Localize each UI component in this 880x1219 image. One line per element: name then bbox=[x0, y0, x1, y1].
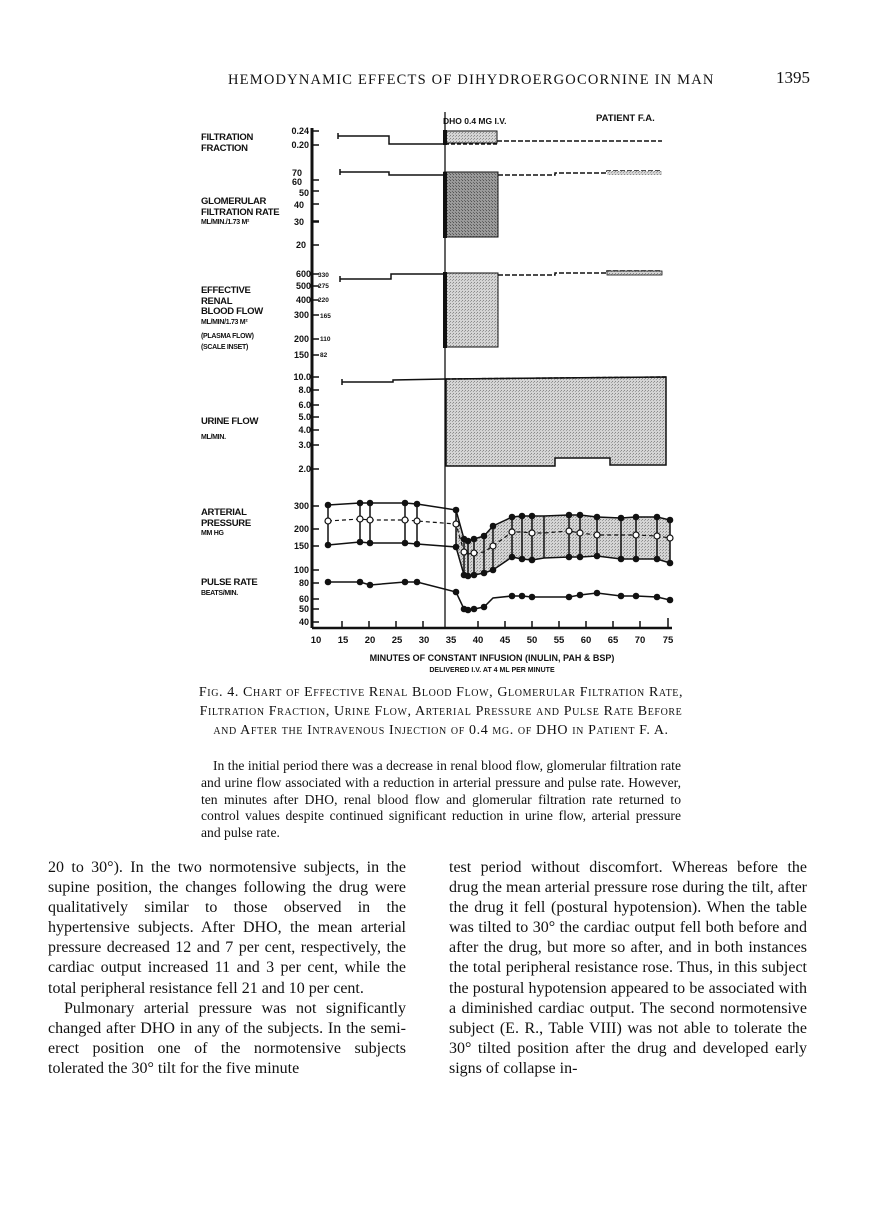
erbf-label: EFFECTIVE RENAL BLOOD FLOW ML/MIN/1.73 M² (PLASMA FLOW) (SCALE INSET) bbox=[201, 285, 263, 351]
svg-text:600: 600 bbox=[295, 269, 311, 279]
arterial-label: ARTERIAL PRESSURE MM HG bbox=[201, 507, 251, 537]
svg-text:40: 40 bbox=[472, 635, 484, 646]
svg-text:110: 110 bbox=[320, 336, 331, 343]
svg-text:330: 330 bbox=[318, 272, 329, 279]
svg-text:PATIENT F.A.: PATIENT F.A. bbox=[596, 113, 655, 124]
svg-text:500: 500 bbox=[295, 281, 311, 291]
svg-text:55: 55 bbox=[553, 635, 565, 646]
svg-text:5.0: 5.0 bbox=[298, 412, 311, 422]
svg-text:65: 65 bbox=[607, 635, 619, 646]
svg-text:0.20: 0.20 bbox=[291, 140, 309, 150]
svg-text:60: 60 bbox=[298, 594, 309, 604]
svg-text:150: 150 bbox=[293, 541, 309, 551]
svg-text:MINUTES OF CONSTANT INFUSION (: MINUTES OF CONSTANT INFUSION (INULIN, PAH & BSP) bbox=[369, 653, 615, 663]
svg-text:DELIVERED I.V. AT 4 ML PER MIN: DELIVERED I.V. AT 4 ML PER MINUTE bbox=[429, 667, 555, 674]
svg-text:60: 60 bbox=[291, 177, 302, 187]
svg-text:275: 275 bbox=[318, 283, 329, 290]
page-number: 1395 bbox=[776, 68, 810, 87]
svg-text:165: 165 bbox=[320, 313, 331, 320]
svg-text:45: 45 bbox=[499, 635, 511, 646]
svg-text:40: 40 bbox=[298, 617, 309, 627]
svg-text:400: 400 bbox=[295, 295, 311, 305]
svg-text:50: 50 bbox=[298, 188, 309, 198]
svg-text:300: 300 bbox=[293, 310, 309, 320]
svg-text:6.0: 6.0 bbox=[298, 400, 311, 410]
svg-text:50: 50 bbox=[298, 604, 309, 614]
svg-text:4.0: 4.0 bbox=[298, 425, 311, 435]
svg-text:0.24: 0.24 bbox=[291, 126, 309, 136]
svg-text:70: 70 bbox=[634, 635, 646, 646]
ff-label: FILTRATION FRACTION bbox=[201, 132, 254, 154]
urine-label: URINE FLOW ML/MIN. bbox=[201, 416, 259, 441]
svg-text:20: 20 bbox=[364, 635, 376, 646]
svg-text:40: 40 bbox=[293, 200, 304, 210]
svg-text:50: 50 bbox=[526, 635, 538, 646]
pulse-label: PULSE RATE BEATS/MIN. bbox=[201, 577, 258, 597]
figure-caption: Fig. 4. Chart of Effective Renal Blood Flow, Glomerular Filtration Rate, Filtration Fraction, Urine Flow, Arterial Pressure and Pulse Rate Before and After the Intravenous Injection of 0.4 mg. of DHO in Patient F. A. bbox=[198, 685, 684, 738]
svg-text:150: 150 bbox=[293, 350, 309, 360]
running-head: HEMODYNAMIC EFFECTS OF DIHYDROERGOCORNINE IN MAN bbox=[228, 72, 715, 88]
paragraph: 20 to 30°). In the two normotensive subjects, in the supine position, the changes following the drug were qualitatively similar to those observed in the hypertensive subjects. After DHO, the mean arterial pressure decreased 12 and 7 per cent, respectively, the cardiac output increased 11 and 3 per cent, while the total peripheral resistance fell 21 and 10 per cent. bbox=[48, 859, 406, 997]
svg-text:10: 10 bbox=[310, 635, 322, 646]
svg-text:82: 82 bbox=[320, 352, 328, 359]
svg-text:100: 100 bbox=[293, 565, 309, 575]
svg-text:200: 200 bbox=[293, 524, 309, 534]
svg-text:20: 20 bbox=[295, 240, 306, 250]
svg-text:80: 80 bbox=[298, 578, 309, 588]
svg-text:220: 220 bbox=[318, 297, 329, 304]
body-column-left bbox=[48, 858, 406, 1079]
svg-text:25: 25 bbox=[391, 635, 403, 646]
svg-text:30: 30 bbox=[418, 635, 430, 646]
svg-text:DHO 0.4 MG I.V.: DHO 0.4 MG I.V. bbox=[443, 116, 507, 126]
svg-text:200: 200 bbox=[293, 334, 309, 344]
svg-text:75: 75 bbox=[662, 635, 674, 646]
paragraph: Pulmonary arterial pressure was not significantly changed after DHO in any of the subjects. In the semi-erect position one of the normotensive subjects tolerated the 30° tilt for the five minute bbox=[48, 999, 406, 1077]
svg-text:30: 30 bbox=[293, 217, 304, 227]
svg-text:35: 35 bbox=[445, 635, 457, 646]
svg-text:3.0: 3.0 bbox=[298, 440, 311, 450]
svg-text:2.0: 2.0 bbox=[298, 464, 311, 474]
svg-text:8.0: 8.0 bbox=[298, 385, 311, 395]
figure-legend-text: In the initial period there was a decrease in renal blood flow, glomerular filtration rate and urine flow associated with a reduction in arterial pressure and pulse rate. However, ten minutes after DHO, renal blood flow and glomerular filtration rate returned to control values despite continued significant reduction in urine flow, arterial pressure and pulse rate. bbox=[201, 758, 681, 841]
svg-text:70: 70 bbox=[291, 168, 302, 178]
paragraph: test period without discomfort. Whereas before the drug the mean arterial pressure rose during the tilt, after the drug it fell (postural hypotension). When the table was tilted to 30° the cardiac output fell both before and after the drug, but more so after, and in both instances the total peripheral resistance rose. Thus, in this subject the postural hypotension appeared to be associated with a diminished cardiac output. The second normotensive subject (E. R., Table VIII) was not able to tolerate the 30° tilted position after the drug and developed early signs of collapse in- bbox=[449, 859, 807, 1077]
body-column-right bbox=[449, 858, 807, 1079]
svg-text:300: 300 bbox=[293, 501, 309, 511]
svg-text:15: 15 bbox=[337, 635, 349, 646]
svg-text:10.0: 10.0 bbox=[293, 372, 311, 382]
svg-text:60: 60 bbox=[580, 635, 592, 646]
gfr-label: GLOMERULAR FILTRATION RATE ML/MIN./1.73 M² bbox=[201, 196, 280, 226]
